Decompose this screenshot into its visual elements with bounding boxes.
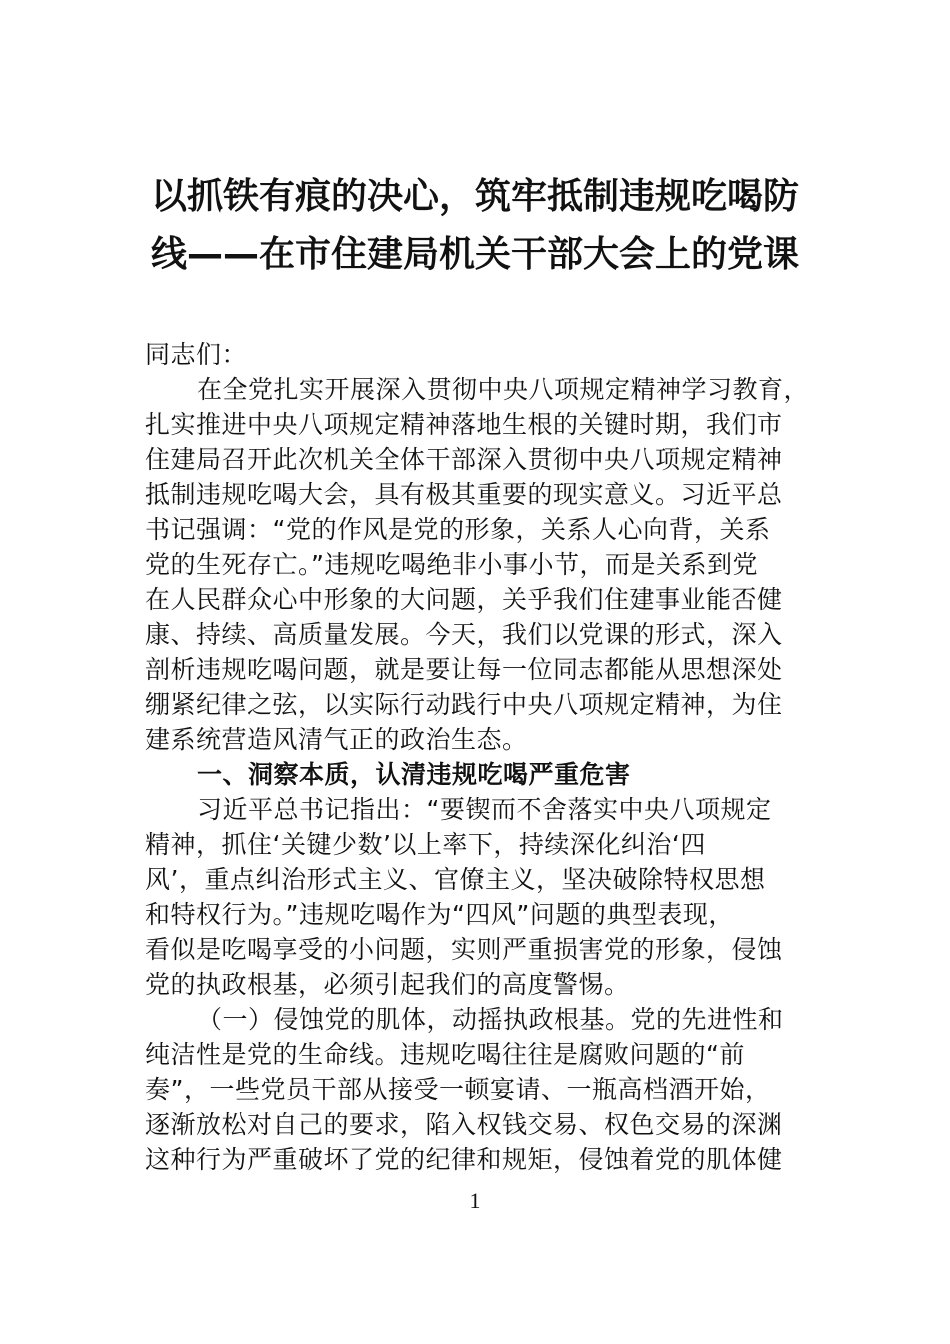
paragraph-line: 奏”，一些党员干部从接受一顿宴请、一瓶高档酒开始， — [145, 1075, 771, 1104]
paragraph-line: 剖析违规吃喝问题，就是要让每一位同志都能从思想深处 — [145, 655, 783, 684]
paragraph-line: 看似是吃喝享受的小问题，实则严重损害党的形象，侵蚀 — [145, 935, 783, 964]
paragraph-line: 逐渐放松对自己的要求，陷入权钱交易、权色交易的深渊 — [145, 1110, 783, 1139]
document-body — [145, 337, 815, 1177]
paragraph-line: 住建局召开此次机关全体干部深入贯彻中央八项规定精神 — [145, 445, 783, 474]
title-line-1: 以抓铁有痕的决心，筑牢抵制违规吃喝防 — [150, 176, 799, 217]
paragraph-line: 和特权行为。”违规吃喝作为“四风”问题的典型表现， — [145, 900, 734, 929]
paragraph-line: 党的执政根基，必须引起我们的高度警惕。 — [145, 970, 630, 999]
paragraph-line: 在人民群众心中形象的大问题，关乎我们住建事业能否健 — [145, 585, 783, 614]
section-heading: 一、洞察本质，认清违规吃喝严重危害 — [197, 760, 631, 789]
paragraph-line: 风’，重点纠治形式主义、官僚主义，坚决破除特权思想 — [145, 865, 766, 894]
paragraph-line: 党的生死存亡。”违规吃喝绝非小事小节，而是关系到党 — [145, 550, 758, 579]
paragraph-line: 建系统营造风清气正的政治生态。 — [145, 725, 528, 754]
page-number: 1 — [469, 1188, 481, 1213]
paragraph-line: 绷紧纪律之弦，以实际行动践行中央八项规定精神，为住 — [145, 690, 783, 719]
salutation: 同志们： — [145, 340, 248, 369]
paragraph-line: 精神，抓住‘关键少数’以上率下，持续深化纠治‘四 — [145, 830, 706, 859]
document-title — [120, 168, 830, 284]
paragraph-line: 这种行为严重破坏了党的纪律和规矩，侵蚀着党的肌体健 — [145, 1145, 783, 1174]
paragraph-line: 扎实推进中央八项规定精神落地生根的关键时期，我们市 — [145, 410, 783, 439]
title-line-2: 线——在市住建局机关干部大会上的党课 — [150, 234, 799, 275]
paragraph-line: 习近平总书记指出：“要锲而不舍落实中央八项规定 — [197, 795, 772, 824]
paragraph-line: 康、持续、高质量发展。今天，我们以党课的形式，深入 — [145, 620, 783, 649]
paragraph-line: 抵制违规吃喝大会，具有极其重要的现实意义。习近平总 — [145, 480, 783, 509]
paragraph-line: 在全党扎实开展深入贯彻中央八项规定精神学习教育， — [197, 375, 810, 404]
paragraph-line: （一）侵蚀党的肌体，动摇执政根基。党的先进性和 — [197, 1005, 784, 1034]
paragraph-line: 纯洁性是党的生命线。违规吃喝往往是腐败问题的“前 — [145, 1040, 745, 1069]
paragraph-line: 书记强调：“党的作风是党的形象，关系人心向背，关系 — [145, 515, 771, 544]
